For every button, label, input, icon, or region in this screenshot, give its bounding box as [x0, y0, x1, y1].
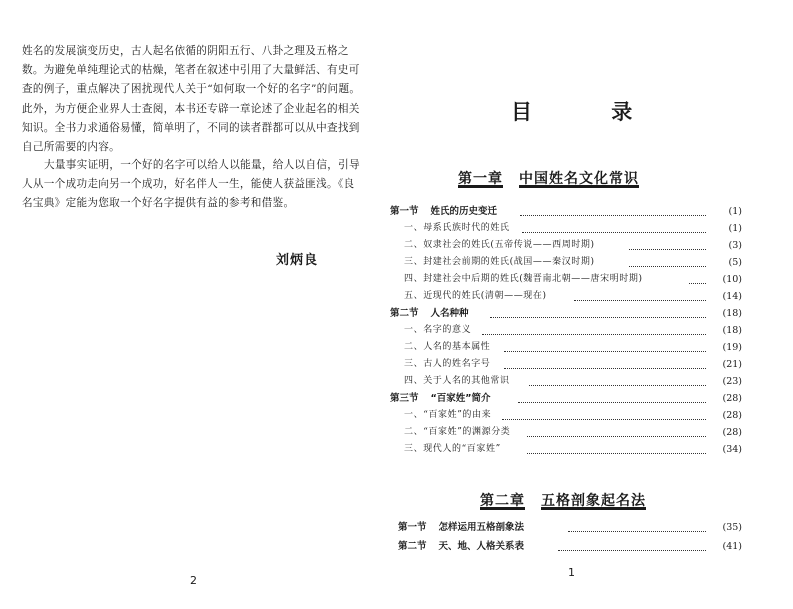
toc-item-row[interactable]: 四、封建社会中后期的姓氏(魏晋南北朝——唐宋明时期) (10) [404, 271, 742, 288]
toc-section-row[interactable]: 第一节 怎样运用五格剖象法 (35) [398, 519, 742, 536]
right-page [380, 0, 793, 609]
toc-title: 目 录 [511, 100, 669, 124]
right-page-number: 1 [568, 566, 575, 579]
toc-item-row[interactable]: 一、名字的意义 (18) [404, 322, 742, 339]
toc-item-row[interactable]: 一、母系氏族时代的姓氏 (1) [404, 220, 742, 237]
chapter-1-heading [458, 168, 639, 188]
toc-item-row[interactable]: 三、封建社会前期的姓氏(战国——秦汉时期) (5) [404, 254, 742, 271]
toc-section-row[interactable]: 第二节 人名种种 (18) [390, 305, 742, 322]
toc-item-row[interactable]: 一、“百家姓”的由来 (28) [404, 407, 742, 424]
chapter-2-heading [480, 490, 646, 510]
toc-section-row[interactable]: 第三节 “百家姓”简介 (28) [390, 390, 742, 407]
toc-item-row[interactable]: 二、奴隶社会的姓氏(五帝传说——西周时期) (3) [404, 237, 742, 254]
toc-section-row[interactable]: 第二节 天、地、人格关系表 (41) [398, 538, 742, 555]
toc-item-row[interactable]: 四、关于人名的其他常识 (23) [404, 373, 742, 390]
preface-paragraph-2: 大量事实证明，一个好的名字可以给人以能量，给人以自信，引导人从一个成功走向另一个成功，好名伴人一生，能使人获益匪浅。《良名宝典》定能为您取一个好名字提供有益的参考和借鉴。 [22, 159, 360, 210]
chapter-number: 第一章 [458, 171, 503, 187]
chapter-number: 第二章 [480, 493, 525, 509]
chapter-title: 五格剖象起名法 [541, 493, 646, 509]
toc-item-row[interactable]: 二、人名的基本属性 (19) [404, 339, 742, 356]
chapter-title: 中国姓名文化常识 [519, 171, 639, 187]
toc-section-row[interactable]: 第一节 姓氏的历史变迁 (1) [390, 203, 742, 220]
toc-item-row[interactable]: 三、古人的姓名字号 (21) [404, 356, 742, 373]
toc-item-row[interactable]: 二、“百家姓”的渊源分类 (28) [404, 424, 742, 441]
toc-item-row[interactable]: 三、现代人的“百家姓” (34) [404, 441, 742, 458]
toc-item-row[interactable]: 五、近现代的姓氏(清朝——现在) (14) [404, 288, 742, 305]
author-name: 刘炳良 [276, 253, 319, 268]
left-page-number: 2 [190, 574, 197, 587]
preface-paragraph-1: 姓名的发展演变历史，古人起名依循的阴阳五行、八卦之理及五格之数。为避免单纯理论式的枯燥，笔者在叙述中引用了大量鲜活、有史可查的例子，重点解决了困扰现代人关于“如何取一个好的名字”的问题。此外，为方便企业界人士查阅，本书还专辟一章论述了企业起名的相关知识。全书力求通俗易懂，简单明了，不同的读者群都可以从中查找到自己所需要的内容。 [22, 45, 361, 154]
left-page [0, 0, 380, 609]
toc-page: (1) [728, 206, 742, 217]
